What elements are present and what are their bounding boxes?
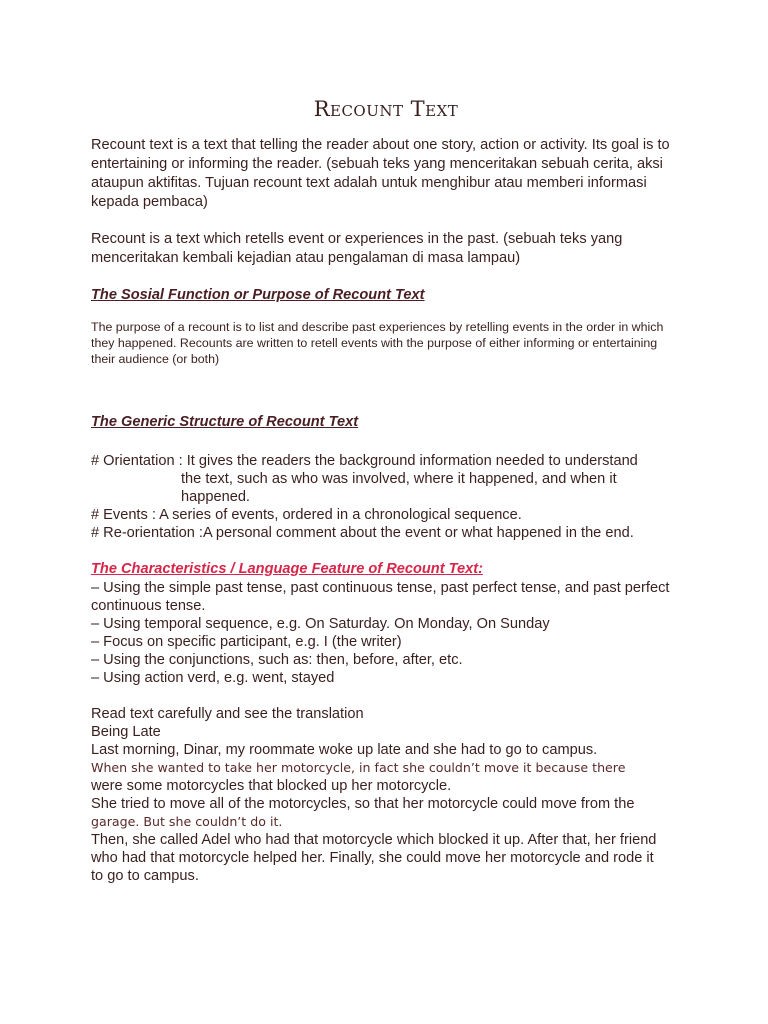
intro-paragraph-2: Recount is a text which retells event or experiences in the past. (sebuah teks yang menceritakan kembali kejadian atau pengalaman di masa lampau) xyxy=(91,231,623,266)
orientation-line-2: the text, such as who was involved, where it happened, and when it xyxy=(181,471,617,487)
events-line: # Events : A series of events, ordered in a chronological sequence. xyxy=(91,507,522,523)
story-line-6: Then, she called Adel who had that motorcycle which blocked it up. After that, her friend xyxy=(91,832,657,848)
characteristics-item: – Using temporal sequence, e.g. On Saturday. On Monday, On Sunday xyxy=(91,616,550,632)
social-function-heading: The Sosial Function or Purpose of Recount Text xyxy=(91,287,425,303)
characteristics-heading: The Characteristics / Language Feature of Recount Text: xyxy=(91,561,483,577)
characteristics-item: – Using action verd, e.g. went, stayed xyxy=(91,670,335,686)
characteristics-item: – Focus on specific participant, e.g. I (the writer) xyxy=(91,634,402,650)
intro-paragraph-1: Recount text is a text that telling the reader about one story, action or activity. Its goal is to entertaining or informing the reader. (sebuah teks yang menceritakan sebuah cerita, aksi ataupun aktifitas. Tujuan recount text adalah untuk menghibur atau memberi informasi kepada pembaca) xyxy=(91,137,670,210)
story-line-7: who had that motorcycle helped her. Finally, she could move her motorcycle and rode it xyxy=(91,850,654,866)
story-line-5 xyxy=(91,813,681,831)
characteristics-item: – Using the conjunctions, such as: then, before, after, etc. xyxy=(91,652,463,668)
story-line-8: to go to campus. xyxy=(91,868,199,884)
social-function-body: The purpose of a recount is to list and describe past experiences by retelling events in the order in which they happened. Recounts are written to retell events with the purpose of either informing or entertaining their audience (or both) xyxy=(91,320,664,366)
document-page xyxy=(91,96,681,885)
story-line-4: She tried to move all of the motorcycles, so that her motorcycle could move from the xyxy=(91,796,635,812)
generic-structure-heading: The Generic Structure of Recount Text xyxy=(91,414,359,430)
story-title: Being Late xyxy=(91,724,161,740)
orientation-line-3: happened. xyxy=(181,489,250,505)
story-line-2-text: When she wanted to take her motorcycle, in fact she couldn’t move it because there xyxy=(91,760,626,775)
document-title: Recount Text xyxy=(313,97,459,121)
story-line-5-text: garage. But she couldn’t do it. xyxy=(91,814,283,829)
story-line-2 xyxy=(91,759,681,777)
story-instruction: Read text carefully and see the translation xyxy=(91,706,364,722)
reorientation-line: # Re-orientation :A personal comment about the event or what happened in the end. xyxy=(91,525,634,541)
story-line-1: Last morning, Dinar, my roommate woke up late and she had to go to campus. xyxy=(91,742,598,758)
story-line-3: were some motorcycles that blocked up her motorcycle. xyxy=(91,778,452,794)
orientation-line-1: # Orientation : It gives the readers the background information needed to understand xyxy=(91,453,638,469)
characteristics-item: – Using the simple past tense, past continuous tense, past perfect tense, and past perfect continuous tense. xyxy=(91,580,670,614)
